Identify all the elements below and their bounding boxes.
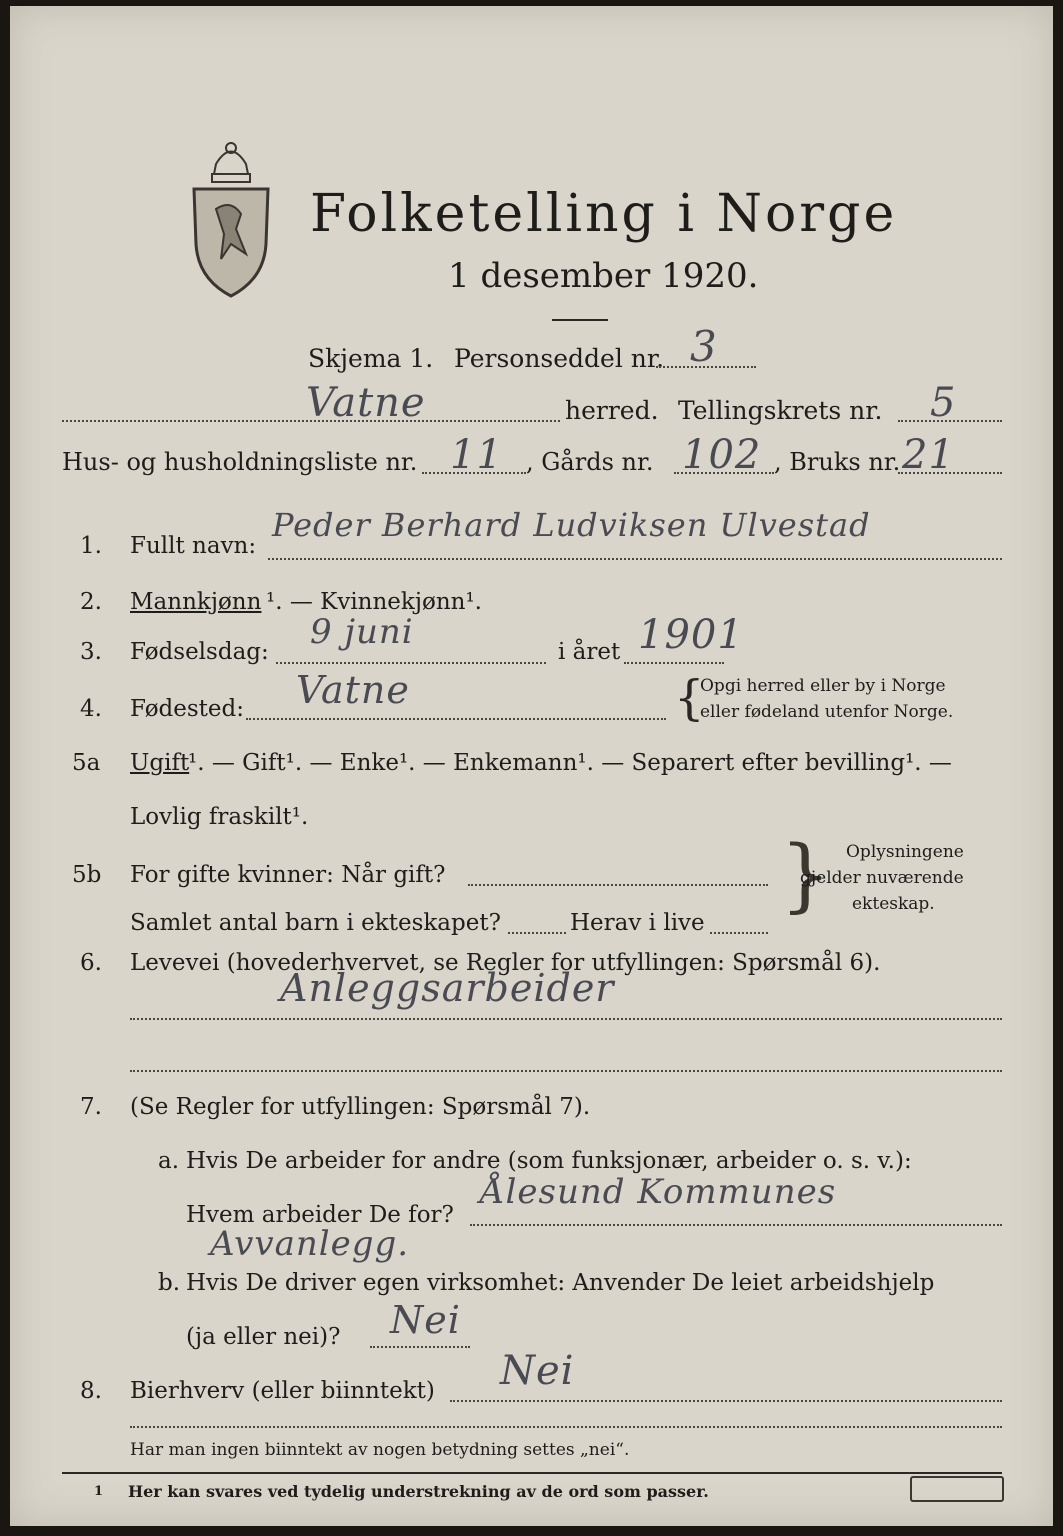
q5a-rest: ¹. — Gift¹. — Enke¹. — Enkemann¹. — Separert efter bevilling¹. — — [188, 750, 952, 776]
q4-birthplace-value: Vatne — [296, 668, 410, 712]
q7b-number: b. — [158, 1270, 181, 1296]
q3-year-label: i året — [558, 639, 621, 665]
q5b-label1: For gifte kvinner: Når gift? — [130, 862, 446, 888]
q7a-label2: Hvem arbeider De for? — [186, 1202, 454, 1228]
q7a-employer-value-line1: Ålesund Kommunes — [480, 1172, 837, 1212]
personseddel-label: Personseddel nr. — [454, 344, 665, 373]
husliste-value: 11 — [450, 432, 503, 478]
footnote-text: Her kan svares ved tydelig understrekning av de ord som passer. — [128, 1482, 709, 1501]
q5b-note-line2: gjelder nuværende — [800, 868, 964, 888]
footer-rule — [62, 1472, 1002, 1474]
q6-number: 6. — [80, 950, 102, 976]
q5b-note-line3: ekteskap. — [852, 894, 935, 914]
q7-label: (Se Regler for utfyllingen: Spørsmål 7). — [130, 1094, 591, 1120]
q8-value: Nei — [500, 1348, 575, 1394]
census-form-page — [10, 6, 1053, 1526]
footnote-mark: 1 — [94, 1484, 104, 1499]
q5b-note-line1: Oplysningene — [846, 842, 964, 862]
q5b-label2: Samlet antal barn i ekteskapet? — [130, 910, 501, 936]
printer-stamp — [910, 1476, 1004, 1502]
q2-mannkjonn-underlined: Mannkjønn — [130, 589, 262, 615]
q5a-number: 5a — [72, 750, 101, 776]
q4-number: 4. — [80, 696, 102, 722]
q5b-number: 5b — [72, 862, 102, 888]
q3-number: 3. — [80, 639, 102, 665]
q7b-label1: Hvis De driver egen virksomhet: Anvender De leiet arbeidshjelp — [186, 1270, 935, 1296]
title-divider — [552, 319, 608, 321]
q6-occupation-value: Anleggsarbeider — [280, 966, 615, 1010]
q8-number: 8. — [80, 1378, 102, 1404]
personseddel-value: 3 — [690, 322, 718, 371]
q7a-label1: Hvis De arbeider for andre (som funksjonær, arbeider o. s. v.): — [186, 1148, 912, 1174]
q3-year-value: 1901 — [638, 612, 744, 658]
q7b-label2: (ja eller nei)? — [186, 1324, 341, 1350]
q1-label: Fullt navn: — [130, 533, 257, 559]
q4-note-line1: Opgi herred eller by i Norge — [700, 676, 946, 696]
q5a-ugift-underlined: Ugift — [130, 750, 190, 776]
q5a-line2: Lovlig fraskilt¹. — [130, 804, 309, 830]
q5b-note-brace: } — [780, 828, 831, 921]
footer-note: Har man ingen biinntekt av nogen betydning settes „nei“. — [130, 1440, 630, 1460]
bruks-value: 21 — [902, 432, 955, 478]
tellingskrets-label: Tellingskrets nr. — [678, 396, 883, 425]
gards-value: 102 — [682, 432, 762, 478]
q8-label: Bierhverv (eller biinntekt) — [130, 1378, 435, 1404]
form-title: Folketelling i Norge — [310, 184, 898, 244]
q4-note-brace: { — [674, 670, 705, 726]
q7a-employer-value-line2: Avvanlegg. — [210, 1224, 410, 1264]
q3-label: Fødselsdag: — [130, 639, 269, 665]
q7-number: 7. — [80, 1094, 102, 1120]
q2-number: 2. — [80, 589, 102, 615]
q7b-value: Nei — [390, 1298, 461, 1342]
q7a-number: a. — [158, 1148, 180, 1174]
q5b-label3: Herav i live — [570, 910, 705, 936]
gards-label: , Gårds nr. — [526, 448, 654, 476]
q6-label: Levevei (hovederhvervet, se Regler for utfyllingen: Spørsmål 6). — [130, 950, 881, 976]
bruks-label: , Bruks nr. — [774, 448, 901, 476]
census-date: 1 desember 1920. — [448, 256, 759, 296]
q1-full-name-value: Peder Berhard Ludviksen Ulvestad — [272, 506, 871, 544]
q4-note-line2: eller fødeland utenfor Norge. — [700, 702, 954, 722]
coat-of-arms-emblem — [186, 134, 276, 304]
q3-birthday-value: 9 juni — [310, 612, 414, 652]
herred-value: Vatne — [306, 380, 426, 426]
q1-number: 1. — [80, 533, 102, 559]
herred-label: herred. — [565, 396, 659, 425]
q4-label: Fødested: — [130, 696, 245, 722]
tellingskrets-value: 5 — [930, 380, 957, 426]
skjema-label: Skjema 1. — [308, 344, 434, 373]
q2-rest: ¹. — Kvinnekjønn¹. — [266, 589, 482, 615]
husliste-label: Hus- og husholdningsliste nr. — [62, 448, 418, 476]
